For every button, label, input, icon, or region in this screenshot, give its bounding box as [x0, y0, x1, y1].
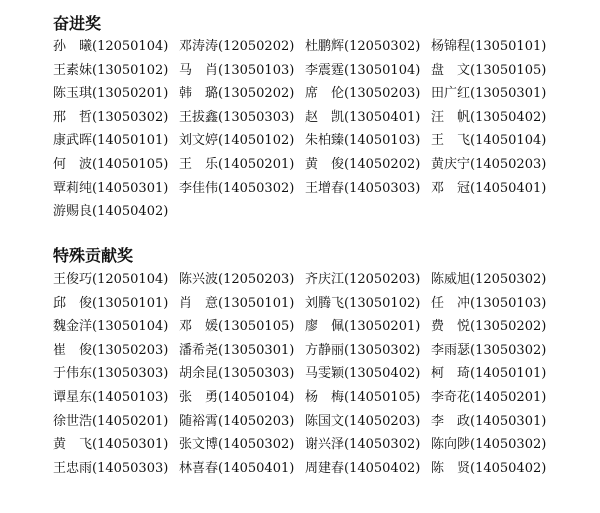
award-recipient-entry: 刘腾飞(13050102) [305, 295, 421, 311]
award-recipient-entry: 盘 文(13050105) [431, 62, 547, 78]
award-recipient-entry: 齐庆江(12050203) [305, 272, 421, 287]
award-recipient-entry: 黄 俊(14050202) [305, 156, 421, 172]
award-recipient-entry: 刘文婷(14050102) [179, 133, 295, 149]
award-recipient-entry: 肖 意(13050101) [179, 295, 295, 311]
award-recipient-entry: 魏金洋(13050104) [53, 319, 169, 335]
award-recipient-entry: 朱柏臻(14050103) [305, 133, 421, 149]
award-recipient-entry: 李雨瑟(13050302) [431, 342, 547, 358]
award-recipient-entry: 马雯颖(13050402) [305, 366, 421, 382]
award-recipient-entry: 邓 冠(14050401) [431, 180, 547, 196]
award-recipient-entry: 邱 俊(13050101) [53, 295, 169, 311]
award-recipient-entry: 马 肖(13050103) [179, 62, 295, 78]
award-recipient-entry: 陈国文(14050203) [305, 413, 421, 429]
award-recipient-entry: 徐世浩(14050201) [53, 413, 169, 429]
award-recipient-entry: 覃莉纯(14050301) [53, 180, 169, 196]
award-recipient-entry: 李震霆(13050104) [305, 62, 421, 78]
award-recipient-entry: 汪 帆(13050402) [431, 109, 547, 125]
award-recipient-entry: 随裕霄(14050203) [179, 413, 295, 429]
award-recipient-entry: 周建春(14050402) [305, 460, 421, 476]
award-recipient-entry: 邢 哲(13050302) [53, 109, 169, 125]
section-title-fenjin-award: 奋进奖 [53, 14, 102, 33]
award-recipient-entry: 王忠雨(14050303) [53, 460, 169, 476]
award-recipient-entry: 陈玉琪(13050201) [53, 86, 169, 102]
award-recipient-entry: 韩 璐(13050202) [179, 86, 295, 102]
award-recipient-entry: 陈兴波(12050203) [179, 272, 295, 287]
award-recipient-entry: 王拔鑫(13050303) [179, 109, 295, 125]
award-recipient-entry: 胡余昆(13050303) [179, 366, 295, 382]
award-recipient-entry: 黄 飞(14050301) [53, 437, 169, 453]
award-recipient-entry: 张 勇(14050104) [179, 389, 295, 405]
award-recipient-entry: 王增春(14050303) [305, 180, 421, 196]
award-recipient-entry: 张文博(14050302) [179, 437, 295, 453]
award-recipient-entry: 崔 俊(13050203) [53, 342, 169, 358]
section-title-special-contribution-award: 特殊贡献奖 [53, 246, 134, 265]
award-recipient-entry: 李 政(14050301) [431, 413, 547, 429]
award-recipient-entry: 黄庆宁(14050203) [431, 156, 547, 172]
award-recipient-entry: 李奇花(14050201) [431, 389, 547, 405]
award-recipient-entry: 康武晖(14050101) [53, 133, 169, 149]
award-recipient-entry: 林喜春(14050401) [179, 460, 295, 476]
award-recipient-entry: 任 冲(13050103) [431, 295, 547, 311]
award-recipient-entry: 柯 琦(14050101) [431, 366, 547, 382]
award-recipient-entry: 赵 凯(13050401) [305, 109, 421, 125]
award-recipient-entry: 廖 佩(13050201) [305, 319, 421, 335]
award-recipient-entry: 田广红(13050301) [431, 86, 547, 102]
award-recipient-entry: 杨锦程(13050101) [431, 39, 547, 54]
award-recipient-entry: 席 伦(13050203) [305, 86, 421, 102]
award-recipient-entry: 孙 曦(12050104) [53, 39, 169, 54]
award-recipient-entry: 谭星东(14050103) [53, 389, 169, 405]
fenjin-award-name-grid [53, 35, 598, 224]
award-recipient-entry: 杨 梅(14050105) [305, 389, 421, 405]
award-recipient-entry: 陈向陟(14050302) [431, 437, 547, 453]
award-recipient-entry: 于伟东(13050303) [53, 366, 169, 382]
award-recipient-entry: 费 悦(13050202) [431, 319, 547, 335]
award-recipient-entry: 王 乐(14050201) [179, 156, 295, 172]
award-recipient-entry: 陈威旭(12050302) [431, 272, 547, 287]
award-recipient-entry: 方静丽(13050302) [305, 342, 421, 358]
award-recipient-entry: 王 飞(14050104) [431, 133, 547, 149]
award-recipient-entry: 王俊巧(12050104) [53, 272, 169, 287]
award-recipient-entry: 邓 媛(13050105) [179, 319, 295, 335]
award-recipient-entry: 李佳伟(14050302) [179, 180, 295, 196]
award-recipient-entry: 潘希尧(13050301) [179, 342, 295, 358]
award-recipient-entry: 王素妹(13050102) [53, 62, 169, 78]
award-recipient-entry: 何 波(14050105) [53, 156, 169, 172]
award-recipient-entry: 游赐良(14050402) [53, 204, 169, 220]
award-recipient-entry: 杜鹏辉(12050302) [305, 39, 421, 54]
award-recipient-entry: 陈 贤(14050402) [431, 460, 547, 476]
award-recipient-entry: 谢兴泽(14050302) [305, 437, 421, 453]
special-contribution-award-name-grid [53, 268, 598, 480]
award-recipient-entry: 邓涛涛(12050202) [179, 39, 295, 54]
